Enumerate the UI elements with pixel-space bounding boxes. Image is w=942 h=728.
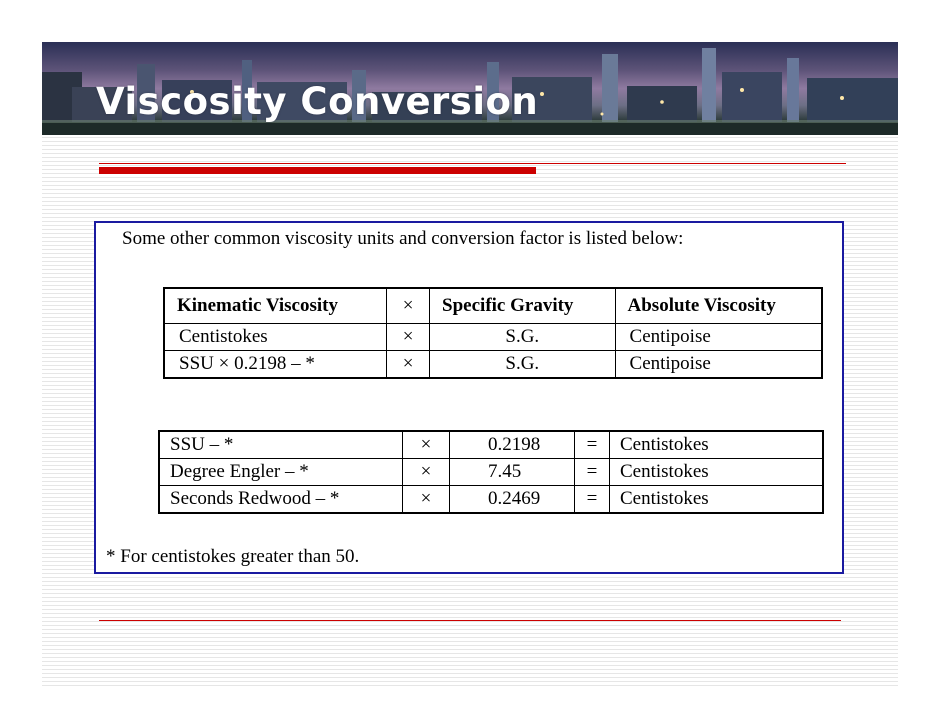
cell-multiply: ×	[387, 351, 430, 379]
cell-kinematic: Centistokes	[164, 324, 387, 351]
cell-equals: =	[575, 486, 610, 514]
cell-result: Centistokes	[610, 431, 824, 459]
header-kinematic-viscosity: Kinematic Viscosity	[164, 288, 387, 324]
title-divider-thin	[99, 163, 846, 164]
header-specific-gravity: Specific Gravity	[430, 288, 615, 324]
centistokes-conversion-table	[158, 430, 824, 514]
cell-factor: 0.2198	[450, 431, 575, 459]
header-banner-refinery-photo	[42, 42, 898, 135]
absolute-viscosity-table	[163, 287, 823, 379]
intro-text: Some other common viscosity units and conversion factor is listed below:	[122, 228, 684, 249]
title-divider-thick	[99, 167, 536, 174]
table-row	[164, 351, 822, 379]
cell-equals: =	[575, 431, 610, 459]
page-title: Viscosity Conversion	[96, 80, 539, 123]
cell-multiply: ×	[387, 324, 430, 351]
cell-unit: Degree Engler – *	[159, 459, 403, 486]
cell-multiply: ×	[403, 486, 450, 514]
cell-result: Centistokes	[610, 486, 824, 514]
table-header-row	[164, 288, 822, 324]
footnote: * For centistokes greater than 50.	[106, 546, 360, 567]
cell-factor: 7.45	[450, 459, 575, 486]
cell-absolute: Centipoise	[615, 351, 822, 379]
header-absolute-viscosity: Absolute Viscosity	[615, 288, 822, 324]
cell-multiply: ×	[403, 459, 450, 486]
table-row	[159, 459, 823, 486]
cell-result: Centistokes	[610, 459, 824, 486]
content-box	[94, 221, 844, 574]
slide	[42, 42, 898, 688]
table-row	[159, 486, 823, 514]
cell-factor: 0.2469	[450, 486, 575, 514]
table-row	[159, 431, 823, 459]
cell-equals: =	[575, 459, 610, 486]
header-multiply: ×	[387, 288, 430, 324]
table-row	[164, 324, 822, 351]
footer-divider	[99, 620, 841, 621]
cell-kinematic: SSU × 0.2198 – *	[164, 351, 387, 379]
cell-absolute: Centipoise	[615, 324, 822, 351]
cell-unit: SSU – *	[159, 431, 403, 459]
cell-specific-gravity: S.G.	[430, 351, 615, 379]
cell-specific-gravity: S.G.	[430, 324, 615, 351]
cell-unit: Seconds Redwood – *	[159, 486, 403, 514]
cell-multiply: ×	[403, 431, 450, 459]
